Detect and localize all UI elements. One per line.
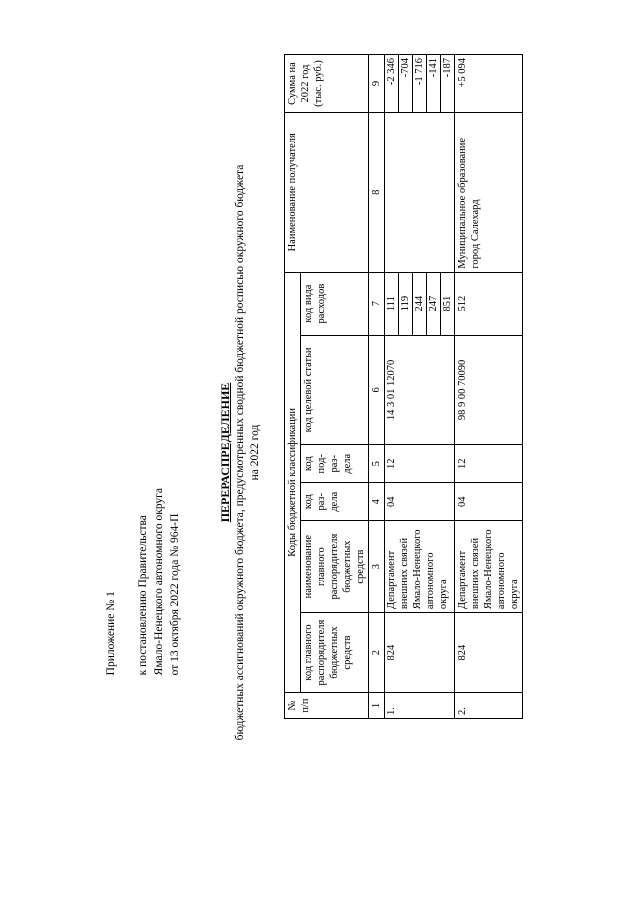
title-main: ПЕРЕРАСПРЕДЕЛЕНИЕ xyxy=(218,382,232,523)
row-subsection: 12 xyxy=(385,445,455,483)
row-sum: -2 346 xyxy=(385,55,399,113)
row-section: 04 xyxy=(455,483,523,521)
header-recipient: Наименование получателя xyxy=(285,112,369,272)
row-sum: -141 xyxy=(427,55,441,113)
row-sum: +5 094 xyxy=(455,55,523,113)
header-codes-group: Коды бюджетной классификации xyxy=(285,272,301,692)
header-section: код раз-дела xyxy=(301,483,369,521)
column-number: 1 xyxy=(369,693,385,719)
row-sum: -704 xyxy=(399,55,413,113)
title-subtitle: на 2022 год xyxy=(249,424,261,481)
appendix-ref-line: от 13 октября 2022 года № 964-П xyxy=(169,513,181,676)
row-num: 2. xyxy=(455,693,523,719)
header-chief-name: наименование главного распорядителя бюджетных средств xyxy=(301,521,369,613)
header-sum: Сумма на 2022 год (тыс. руб.) xyxy=(285,55,369,113)
appendix-ref-line: Ямало-Ненецкого автономного округа xyxy=(153,488,165,676)
column-number: 7 xyxy=(369,272,385,335)
row-expense: 247 xyxy=(427,272,441,335)
redistribution-table xyxy=(284,54,523,719)
row-chief-name: Департамент внешних связей Ямало-Ненецкого автономного округа xyxy=(455,521,523,613)
row-expense: 512 xyxy=(455,272,523,335)
column-number: 4 xyxy=(369,483,385,521)
appendix-ref-line: к постановлению Правительства xyxy=(137,515,149,676)
title-subtitle: бюджетных ассигнований окружного бюджета, предусмотренных сводной бюджетной росписью окружного бюджета xyxy=(234,164,246,741)
header-num: № п/п xyxy=(285,693,369,719)
row-target: 98 9 00 70090 xyxy=(455,335,523,445)
header-target: код целевой статьи xyxy=(301,335,369,445)
row-chief-code: 824 xyxy=(385,613,455,693)
row-chief-name: Департамент внешних связей Ямало-Ненецкого автономного округа xyxy=(385,521,455,613)
appendix-number: Приложение № 1 xyxy=(105,591,117,676)
column-number: 5 xyxy=(369,445,385,483)
row-recipient: Муниципальное образование город Салехард xyxy=(455,112,523,272)
row-expense: 851 xyxy=(441,272,455,335)
header-chief-code: код главного распорядителя бюджетных средств xyxy=(301,613,369,693)
document-title xyxy=(218,100,263,805)
row-chief-code: 824 xyxy=(455,613,523,693)
header-subsection: код под-раз-дела xyxy=(301,445,369,483)
column-number: 8 xyxy=(369,112,385,272)
row-expense: 244 xyxy=(413,272,427,335)
row-expense: 111 xyxy=(385,272,399,335)
row-recipient xyxy=(385,112,455,272)
column-number: 6 xyxy=(369,335,385,445)
column-number: 9 xyxy=(369,55,385,113)
column-number: 3 xyxy=(369,521,385,613)
header-expense: код вида расходов xyxy=(301,272,369,335)
row-target: 14 3 01 12070 xyxy=(385,335,455,445)
column-number: 2 xyxy=(369,613,385,693)
row-num: 1. xyxy=(385,693,455,719)
row-subsection: 12 xyxy=(455,445,523,483)
appendix-block xyxy=(103,488,183,675)
row-section: 04 xyxy=(385,483,455,521)
row-sum: -187 xyxy=(441,55,455,113)
row-sum: -1 716 xyxy=(413,55,427,113)
row-expense: 119 xyxy=(399,272,413,335)
